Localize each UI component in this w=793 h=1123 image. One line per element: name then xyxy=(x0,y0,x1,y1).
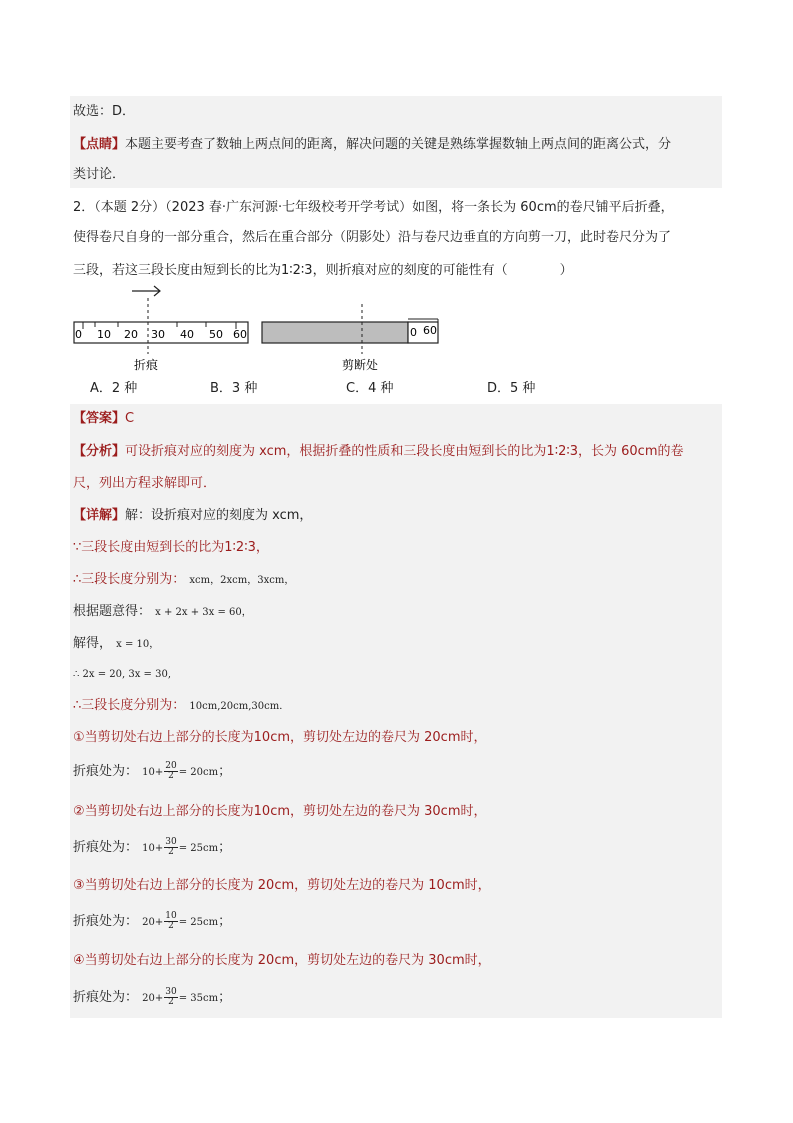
case-2-prefix: 折痕处为： xyxy=(73,840,139,855)
folded-label: 0 xyxy=(410,326,417,339)
question-line-2 xyxy=(73,229,671,247)
previous-choice-text: 故选：D． xyxy=(73,104,136,119)
case-1-result xyxy=(73,762,231,782)
crease-label: 折痕 xyxy=(134,358,159,372)
option-d-text: D．5 种 xyxy=(487,381,536,396)
option-b xyxy=(210,380,257,398)
case-2-fraction xyxy=(164,838,177,857)
option-c-text: C．4 种 xyxy=(346,381,394,396)
case-2-result-value: = 25cm xyxy=(178,843,219,854)
because-line xyxy=(73,539,269,557)
ruler-tick-label: 50 xyxy=(209,328,223,341)
question-text-3: 三段，若这三段长度由短到长的比为1∶2∶3，则折痕对应的刻度的可能性有（ ） xyxy=(73,263,573,278)
case-1-result-value: = 20cm xyxy=(178,767,219,778)
therefore-line-2 xyxy=(73,665,171,684)
case-1-condition xyxy=(73,729,487,747)
solved-line xyxy=(73,635,159,654)
option-c xyxy=(346,380,393,398)
case-3-a: 20+ xyxy=(142,917,164,928)
case-3-condition xyxy=(73,877,491,895)
fraction-numerator: 30 xyxy=(165,837,177,847)
detail-text: 解：设折痕对应的刻度为 xcm， xyxy=(125,508,313,523)
case-4-prefix: 折痕处为： xyxy=(73,990,139,1005)
question-text-2: 使得卷尺自身的一部分重合，然后在重合部分（阴影处）沿与卷尺边垂直的方向剪一刀，此时卷尺分为了 xyxy=(73,230,672,245)
option-a xyxy=(90,380,137,398)
cut-label: 剪断处 xyxy=(342,358,379,372)
solved-text: 解得， xyxy=(73,636,113,651)
case-2-condition xyxy=(73,803,487,821)
answer-line xyxy=(73,410,134,428)
equation-math: x + 2x + 3x = 60， xyxy=(155,607,252,618)
analysis-text-1: 可设折痕对应的刻度为 xcm，根据折叠的性质和三段长度由短到长的比为1∶2∶3，长为 60cm的卷 xyxy=(125,444,684,459)
comment-tag: 【点睛】 xyxy=(73,137,126,152)
ruler-tick-label: 40 xyxy=(180,328,194,341)
analysis-text-2: 尺，列出方程求解即可． xyxy=(73,476,217,491)
case-3-result xyxy=(73,912,231,932)
case-4-end: ； xyxy=(218,990,232,1005)
answer-tag: 【答案】 xyxy=(73,411,126,426)
case-4-condition xyxy=(73,952,491,970)
folded-label: 60 xyxy=(423,324,437,337)
analysis-line-2 xyxy=(73,475,216,493)
case-4-a: 20+ xyxy=(142,993,164,1004)
option-b-text: B．3 种 xyxy=(210,381,258,396)
case-3-end: ； xyxy=(218,914,232,929)
comment-text: 本题主要考查了数轴上两点间的距离，解决问题的关键是熟练掌握数轴上两点间的距离公式，分 xyxy=(125,137,672,152)
ruler-tick-label: 30 xyxy=(151,328,165,341)
case-4-text: ④当剪切处右边上部分的长度为 20cm，剪切处左边的卷尺为 30cm时， xyxy=(73,953,491,968)
fraction-numerator: 30 xyxy=(165,987,177,997)
detail-line xyxy=(73,507,312,525)
question-text-1: 2．（本题 2分）（2023 春·广东河源·七年级校考开学考试）如图，将一条长为 60cm的卷尺铺平后折叠， xyxy=(73,200,674,215)
case-2-end: ； xyxy=(218,840,232,855)
question-line-3 xyxy=(73,262,573,280)
case-2-a: 10+ xyxy=(142,843,164,854)
case-4-fraction xyxy=(164,988,177,1007)
case-1-fraction xyxy=(164,762,177,781)
case-2-text: ②当剪切处右边上部分的长度为10cm，剪切处左边的卷尺为 30cm时， xyxy=(73,804,487,819)
analysis-tag: 【分析】 xyxy=(73,444,126,459)
option-a-text: A．2 种 xyxy=(90,381,138,396)
case-4-result xyxy=(73,988,231,1008)
case-1-text: ①当剪切处右边上部分的长度为10cm，剪切处左边的卷尺为 20cm时， xyxy=(73,730,487,745)
case-1-end: ； xyxy=(218,764,232,779)
ruler-tick-label: 10 xyxy=(97,328,111,341)
because-text: ∵三段长度由短到长的比为1∶2∶3， xyxy=(73,540,269,555)
previous-choice xyxy=(73,103,135,121)
ruler-tick-label: 60 xyxy=(233,328,247,341)
case-3-prefix: 折痕处为： xyxy=(73,914,139,929)
option-d xyxy=(487,380,535,398)
therefore-text-1: ∴三段长度分别为： xyxy=(73,572,186,587)
ruler-figure xyxy=(70,284,450,376)
ruler-tick-label: 20 xyxy=(124,328,138,341)
fraction-denominator: 2 xyxy=(168,997,174,1007)
question-line-1 xyxy=(73,199,674,217)
case-3-fraction xyxy=(164,912,177,931)
solution-math: x = 10， xyxy=(116,639,160,650)
analysis-line-1 xyxy=(73,443,684,461)
fraction-denominator: 2 xyxy=(168,771,174,781)
case-3-text: ③当剪切处右边上部分的长度为 20cm，剪切处左边的卷尺为 10cm时， xyxy=(73,878,491,893)
case-2-result xyxy=(73,838,231,858)
comment-line xyxy=(73,136,671,154)
by-question-text: 根据题意得： xyxy=(73,604,152,619)
answer-value: C xyxy=(125,411,135,426)
fraction-numerator: 20 xyxy=(165,761,177,771)
case-4-result-value: = 35cm xyxy=(178,993,219,1004)
therefore-text-3: ∴三段长度分别为： xyxy=(73,698,186,713)
comment-text-2: 类讨论． xyxy=(73,167,126,182)
case-1-a: 10+ xyxy=(142,767,164,778)
equation-line xyxy=(73,603,252,622)
fraction-denominator: 2 xyxy=(168,847,174,857)
ruler-tick-label: 0 xyxy=(75,328,82,341)
therefore-line-1 xyxy=(73,571,294,590)
detail-tag: 【详解】 xyxy=(73,508,126,523)
folded-ruler-shaded xyxy=(262,322,408,343)
therefore-line-3 xyxy=(73,697,289,716)
fraction-denominator: 2 xyxy=(168,921,174,931)
case-3-result-value: = 25cm xyxy=(178,917,219,928)
therefore-math-3: 10cm,20cm,30cm． xyxy=(189,701,290,712)
comment-line-2 xyxy=(73,166,125,184)
fraction-numerator: 10 xyxy=(165,911,177,921)
case-1-prefix: 折痕处为： xyxy=(73,764,139,779)
therefore-math-1: xcm，2xcm，3xcm， xyxy=(189,575,295,586)
therefore-math-2: ∴ 2x = 20, 3x = 30, xyxy=(73,669,172,680)
